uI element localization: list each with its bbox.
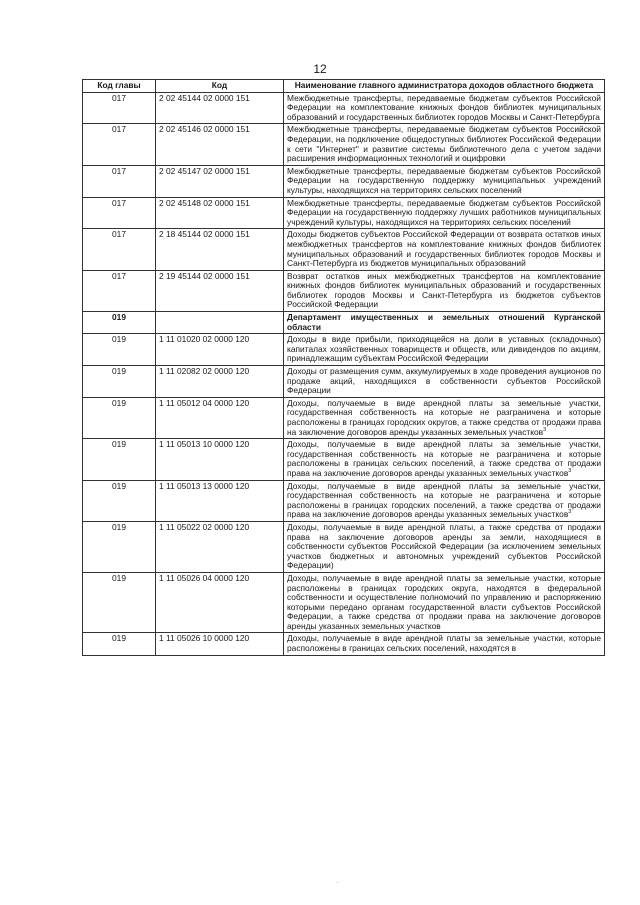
cell-administrator-name — [284, 124, 605, 165]
cell-administrator-name — [284, 439, 605, 480]
cell-administrator-name — [284, 633, 605, 655]
cell-code — [156, 229, 284, 270]
cell-administrator-name-text: Межбюджетные трансферты, передаваемые бюджетам субъектов Российской Федерации на комплектование книжных фондов библиотек муниципальных образований и государственных библиотек городов Москвы и Санкт-Петербурга — [287, 92, 601, 122]
cell-administrator-name-text: Доходы, получаемые в виде арендной платы за земельные участки, которые расположены в границах городских округа, находятся в федеральной собственности и осуществление полномочий по управлению и распоряжению которыми передано органам государственной власти субъектов Российской Федерации, а также средства от продажи права на заключение договоров аренды указанных земельных участков — [287, 572, 601, 631]
cell-chapter-code-text: 017 — [112, 270, 126, 281]
cell-administrator-name-text: Доходы бюджетов субъектов Российской Федерации от возврата остатков иных межбюджетных трансфертов на комплектование книжных фондов библиотек муниципальных образований и государственных библиотек городов Москвы и Санкт-Петербурга из бюджетов муниципальных образований — [287, 229, 601, 269]
cell-administrator-name — [284, 197, 605, 229]
table-row — [83, 334, 605, 366]
cell-chapter-code-text: 019 — [112, 366, 126, 377]
cell-administrator-name-text: Межбюджетные трансферты, передаваемые бюджетам субъектов Российской Федерации, на подключение общедоступных библиотек Российской Федерации к сети "Интернет" и развитие системы библиотечного дела с учетом задачи расширения информационных технологий и оцифровки — [287, 124, 601, 164]
table-row — [83, 165, 605, 197]
header-administrator-name: Наименование главного администратора доходов областного бюджета — [284, 80, 605, 93]
cell-code-text: 2 02 45146 02 0000 151 — [159, 124, 250, 135]
cell-administrator-name — [284, 312, 605, 334]
cell-administrator-name — [284, 480, 605, 521]
cell-code — [156, 521, 284, 572]
table-row — [83, 270, 605, 311]
cell-chapter-code-text: 017 — [112, 92, 126, 103]
cell-chapter-code-text: 019 — [112, 480, 126, 491]
cell-code-text: 1 11 01020 02 0000 120 — [159, 334, 250, 345]
cell-code — [156, 312, 284, 334]
cell-administrator-name-text: Доходы в виде прибыли, приходящейся на доли в уставных (складочных) капиталах хозяйственных товариществ и обществ, или дивидендов по акциям, принадлежащим субъектам Российской Федерации — [287, 334, 601, 364]
cell-code-text: 2 02 45144 02 0000 151 — [159, 92, 250, 103]
cell-administrator-name-text: Возврат остатков иных межбюджетных трансфертов на комплектование книжных фондов библиотек муниципальных образований и государственных библиотек городов Москвы и Санкт-Петербурга из бюджетов субъектов Российской Федерации — [287, 270, 601, 310]
cell-administrator-name — [284, 334, 605, 366]
cell-code-text: 2 02 45147 02 0000 151 — [159, 165, 250, 176]
cell-chapter-code — [83, 334, 156, 366]
header-chapter-code: Код главы — [83, 80, 156, 93]
cell-code-text: 2 02 45148 02 0000 151 — [159, 197, 250, 208]
cell-chapter-code — [83, 229, 156, 270]
cell-administrator-name-text: Доходы, получаемые в виде арендной платы, а также средства от продажи права на заключение договоров аренды за земли, находящиеся в собственности субъектов Российской Федерации (за исключением земельных участков бюджетных и автономных учреждений субъектов Российской Федерации) — [287, 521, 601, 571]
cell-chapter-code-text: 017 — [112, 165, 126, 176]
cell-code — [156, 197, 284, 229]
cell-chapter-code-text: 019 — [112, 439, 126, 450]
cell-administrator-name-text: Доходы, получаемые в виде арендной платы за земельные участки, государственная собственность на которые не разграничена и которые расположены в границах городских поселений, а также средства от продажи права на заключение договоров аренды указанных земельных участков — [287, 480, 601, 520]
table-header-row — [83, 80, 605, 93]
cell-code-text: 1 11 05013 10 0000 120 — [159, 439, 250, 450]
table-row — [83, 197, 605, 229]
cell-code — [156, 366, 284, 398]
cell-administrator-name — [284, 229, 605, 270]
cell-chapter-code — [83, 197, 156, 229]
revenue-administrators-table — [82, 79, 605, 656]
cell-code-text: 1 11 05026 10 0000 120 — [159, 633, 250, 644]
cell-chapter-code-text: 017 — [112, 124, 126, 135]
cell-administrator-name-text: Доходы, получаемые в виде арендной платы за земельные участки, государственная собственность на которые не разграничена и которые расположены в границах городских округов, а также средства от продажи права на заключение договоров аренды указанных земельных участков — [287, 397, 601, 437]
cell-code — [156, 633, 284, 655]
cell-chapter-code — [83, 366, 156, 398]
cell-administrator-name-text: Департамент имущественных и земельных отношений Курганской области — [287, 312, 601, 332]
cell-chapter-code — [83, 397, 156, 438]
cell-administrator-name-text: Доходы от размещения сумм, аккумулируемых в ходе проведения аукционов по продаже акций, находящихся в собственности субъектов Российской Федерации — [287, 366, 601, 396]
cell-code — [156, 397, 284, 438]
cell-code — [156, 270, 284, 311]
table-row — [83, 312, 605, 334]
cell-chapter-code — [83, 633, 156, 655]
cell-chapter-code — [83, 312, 156, 334]
table-row — [83, 92, 605, 124]
cell-chapter-code-text: 017 — [112, 229, 126, 240]
cell-administrator-name — [284, 366, 605, 398]
cell-chapter-code-text: 019 — [112, 397, 126, 408]
cell-chapter-code — [83, 480, 156, 521]
cell-code-text: 1 11 02082 02 0000 120 — [159, 366, 250, 377]
cell-chapter-code — [83, 521, 156, 572]
cell-code-text: 2 18 45144 02 0000 151 — [159, 229, 250, 240]
cell-chapter-code — [83, 124, 156, 165]
cell-code-text: 2 19 45144 02 0000 151 — [159, 270, 250, 281]
cell-chapter-code — [83, 165, 156, 197]
cell-chapter-code-text: 017 — [112, 197, 126, 208]
cell-code — [156, 124, 284, 165]
cell-chapter-code-text: 019 — [112, 633, 126, 644]
table-row — [83, 366, 605, 398]
footnote-marker: 3 — [568, 468, 572, 475]
cell-administrator-name-text: Доходы, получаемые в виде арендной платы за земельные участки, государственная собственность на которые не разграничена и которые расположены в границах сельских поселений, а также средства от продажи права на заключение договоров аренды указанных земельных участков — [287, 439, 601, 478]
cell-chapter-code — [83, 270, 156, 311]
table-row — [83, 521, 605, 572]
cell-chapter-code-text: 019 — [112, 521, 126, 532]
table-row — [83, 572, 605, 633]
cell-code-text: 1 11 05026 04 0000 120 — [159, 572, 250, 583]
cell-code — [156, 92, 284, 124]
cell-code — [156, 165, 284, 197]
cell-chapter-code-text: 019 — [112, 334, 126, 345]
table-row — [83, 439, 605, 480]
cell-administrator-name — [284, 397, 605, 438]
cell-chapter-code-text: 019 — [112, 572, 126, 583]
cell-administrator-name — [284, 572, 605, 633]
cell-code — [156, 439, 284, 480]
table-row — [83, 480, 605, 521]
cell-chapter-code — [83, 92, 156, 124]
cell-code — [156, 572, 284, 633]
page-number: 12 — [313, 62, 327, 76]
footnote-marker: 3 — [543, 426, 547, 433]
cell-chapter-code — [83, 572, 156, 633]
header-code: Код — [156, 80, 284, 93]
scan-speck: · — [336, 878, 339, 887]
cell-administrator-name-text: Межбюджетные трансферты, передаваемые бюджетам субъектов Российской Федерации на государственную поддержку лучших работников муниципальных учреждений культуры, находящихся на территориях сельских поселений — [287, 197, 601, 227]
cell-code-text: 1 11 05012 04 0000 120 — [159, 397, 250, 408]
cell-administrator-name — [284, 92, 605, 124]
footnote-marker: 3 — [568, 509, 572, 516]
cell-chapter-code-text: 019 — [112, 312, 126, 323]
table-row — [83, 229, 605, 270]
cell-administrator-name — [284, 165, 605, 197]
cell-code-text: 1 11 05022 02 0000 120 — [159, 521, 250, 532]
cell-administrator-name — [284, 270, 605, 311]
cell-code — [156, 334, 284, 366]
cell-code — [156, 480, 284, 521]
cell-code-text: 1 11 05013 13 0000 120 — [159, 480, 250, 491]
cell-administrator-name-text: Межбюджетные трансферты, передаваемые бюджетам субъектов Российской Федерации на государственную поддержку муниципальных учреждений культуры, находящихся на территориях сельских поселений — [287, 165, 601, 195]
cell-administrator-name-text: Доходы, получаемые в виде арендной платы за земельные участки, которые расположены в границах сельских поселений, находятся в — [287, 633, 601, 654]
cell-chapter-code — [83, 439, 156, 480]
table-row — [83, 633, 605, 655]
cell-administrator-name — [284, 521, 605, 572]
table-row — [83, 397, 605, 438]
table-row — [83, 124, 605, 165]
